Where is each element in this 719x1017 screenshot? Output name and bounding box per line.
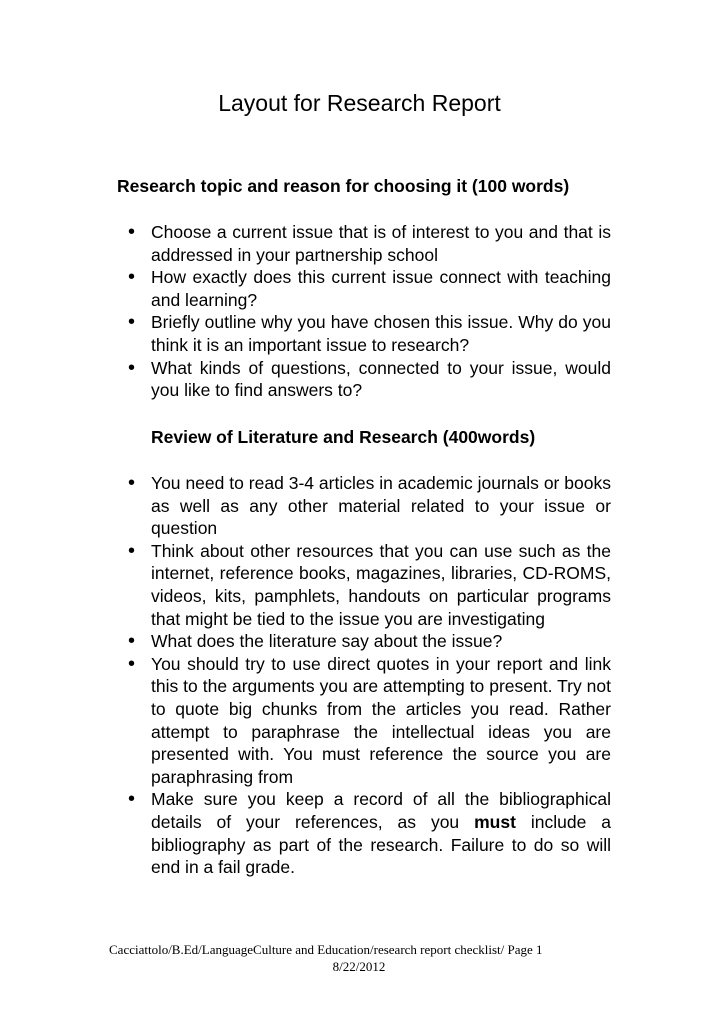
list-item-text: You should try to use direct quotes in your report and link this to the arguments you are attempting to present. Try not to quote big chunks from the articles you read. Rather attempt to paraphrase the intellectual ideas you are presented with. You must reference the source you are paraphrasing from xyxy=(151,653,611,787)
list-item-text-after: include a bibliography as part of the research. Failure to do so will end in a fail grade. xyxy=(151,811,611,878)
section-heading-literature-review: Review of Literature and Research (400words) xyxy=(151,427,536,447)
section-heading-research-topic: Research topic and reason for choosing it (100 words) xyxy=(117,176,570,196)
list-item-text: Choose a current issue that is of interest to you and that is addressed in your partnership school xyxy=(151,222,611,265)
list-item-text: How exactly does this current issue connect with teaching and learning? xyxy=(151,267,611,310)
list-item-text: What does the literature say about the issue? xyxy=(151,631,503,652)
list-item-text: Briefly outline why you have chosen this issue. Why do you think it is an important issue to research? xyxy=(151,312,611,355)
emphasis-must: must xyxy=(474,811,516,832)
bullet-icon xyxy=(128,788,138,811)
bullet-icon xyxy=(128,221,138,244)
list-item xyxy=(121,788,611,878)
list-item-text: You need to read 3-4 articles in academic journals or books as well as any other material related to your issue or question xyxy=(151,473,611,539)
list-item xyxy=(121,311,611,356)
list-item xyxy=(121,630,611,653)
bullet-icon xyxy=(128,311,138,334)
bullet-icon xyxy=(128,630,138,653)
list-item-text-before: Make sure you keep a record of all the bibliographical details of your references, as you xyxy=(151,789,611,832)
bullet-icon xyxy=(128,540,138,563)
list-item-text: Think about other resources that you can use such as the internet, reference books, magazines, libraries, CD-ROMS, videos, kits, pamphlets, handouts on particular programs that might be tied to the issue you are investigating xyxy=(151,540,611,629)
list-item xyxy=(121,540,611,630)
bullet-icon xyxy=(128,472,138,495)
footer-reference: Cacciattolo/B.Ed/LanguageCulture and Education/research report checklist/ Page 1 xyxy=(109,942,543,957)
literature-review-bullet-list xyxy=(121,472,611,879)
list-item xyxy=(121,221,611,266)
bullet-icon xyxy=(128,653,138,676)
page-title: Layout for Research Report xyxy=(218,90,501,116)
list-item xyxy=(121,266,611,311)
list-item xyxy=(121,653,611,789)
bullet-icon xyxy=(128,357,138,380)
bullet-icon xyxy=(128,266,138,289)
list-item xyxy=(121,472,611,540)
list-item-text: What kinds of questions, connected to your issue, would you like to find answers to? xyxy=(151,357,611,401)
footer-date: 8/22/2012 xyxy=(332,959,386,974)
research-topic-bullet-list xyxy=(121,221,611,402)
list-item xyxy=(121,357,611,402)
